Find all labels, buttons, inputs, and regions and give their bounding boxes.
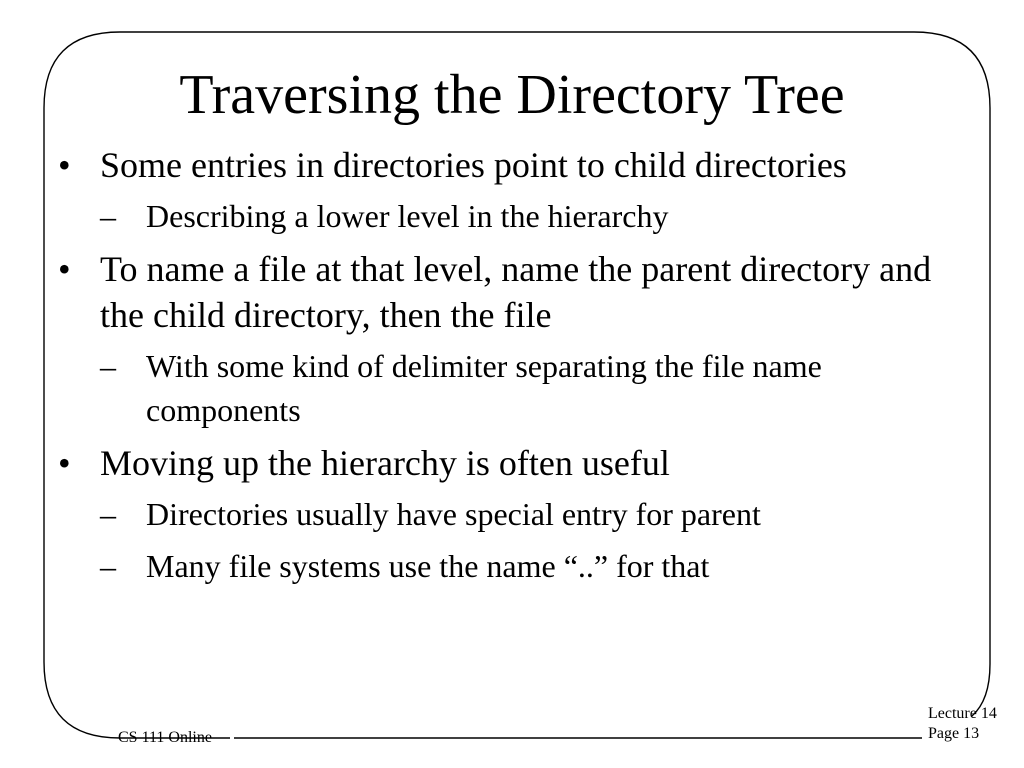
sub-bullet-item: [100, 194, 958, 238]
sub-bullet-text: Many file systems use the name “..” for that: [146, 548, 710, 584]
bullet-marker: •: [58, 249, 71, 289]
dash-marker: –: [100, 198, 116, 234]
sub-bullet-item: [100, 344, 958, 432]
sub-bullet-text: Describing a lower level in the hierarchy: [146, 198, 669, 234]
bullet-text: Moving up the hierarchy is often useful: [100, 443, 670, 483]
sub-bullet-item: [100, 492, 958, 536]
dash-marker: –: [100, 496, 116, 532]
bullet-marker: •: [58, 443, 71, 483]
footer-page: Page 13: [928, 725, 980, 742]
dash-marker: –: [100, 548, 116, 584]
bullet-text: Some entries in directories point to child directories: [100, 145, 847, 185]
bullet-item: [58, 440, 958, 486]
sub-bullet-item: [100, 544, 958, 588]
footer-lecture-info: [928, 704, 997, 744]
dash-marker: –: [100, 348, 116, 384]
slide-title: Traversing the Directory Tree: [179, 64, 845, 126]
bullet-marker: •: [58, 145, 71, 185]
bullet-item: [58, 246, 958, 338]
sub-bullet-text: Directories usually have special entry for parent: [146, 496, 761, 532]
bullet-item: [58, 142, 958, 188]
footer-course: CS 111 Online: [118, 729, 212, 746]
bullet-list: [58, 142, 958, 596]
footer-lecture: Lecture 14: [928, 705, 997, 722]
sub-bullet-text: With some kind of delimiter separating the file name components: [146, 348, 822, 428]
bullet-text: To name a file at that level, name the parent directory and the child directory, then the file: [100, 249, 932, 335]
